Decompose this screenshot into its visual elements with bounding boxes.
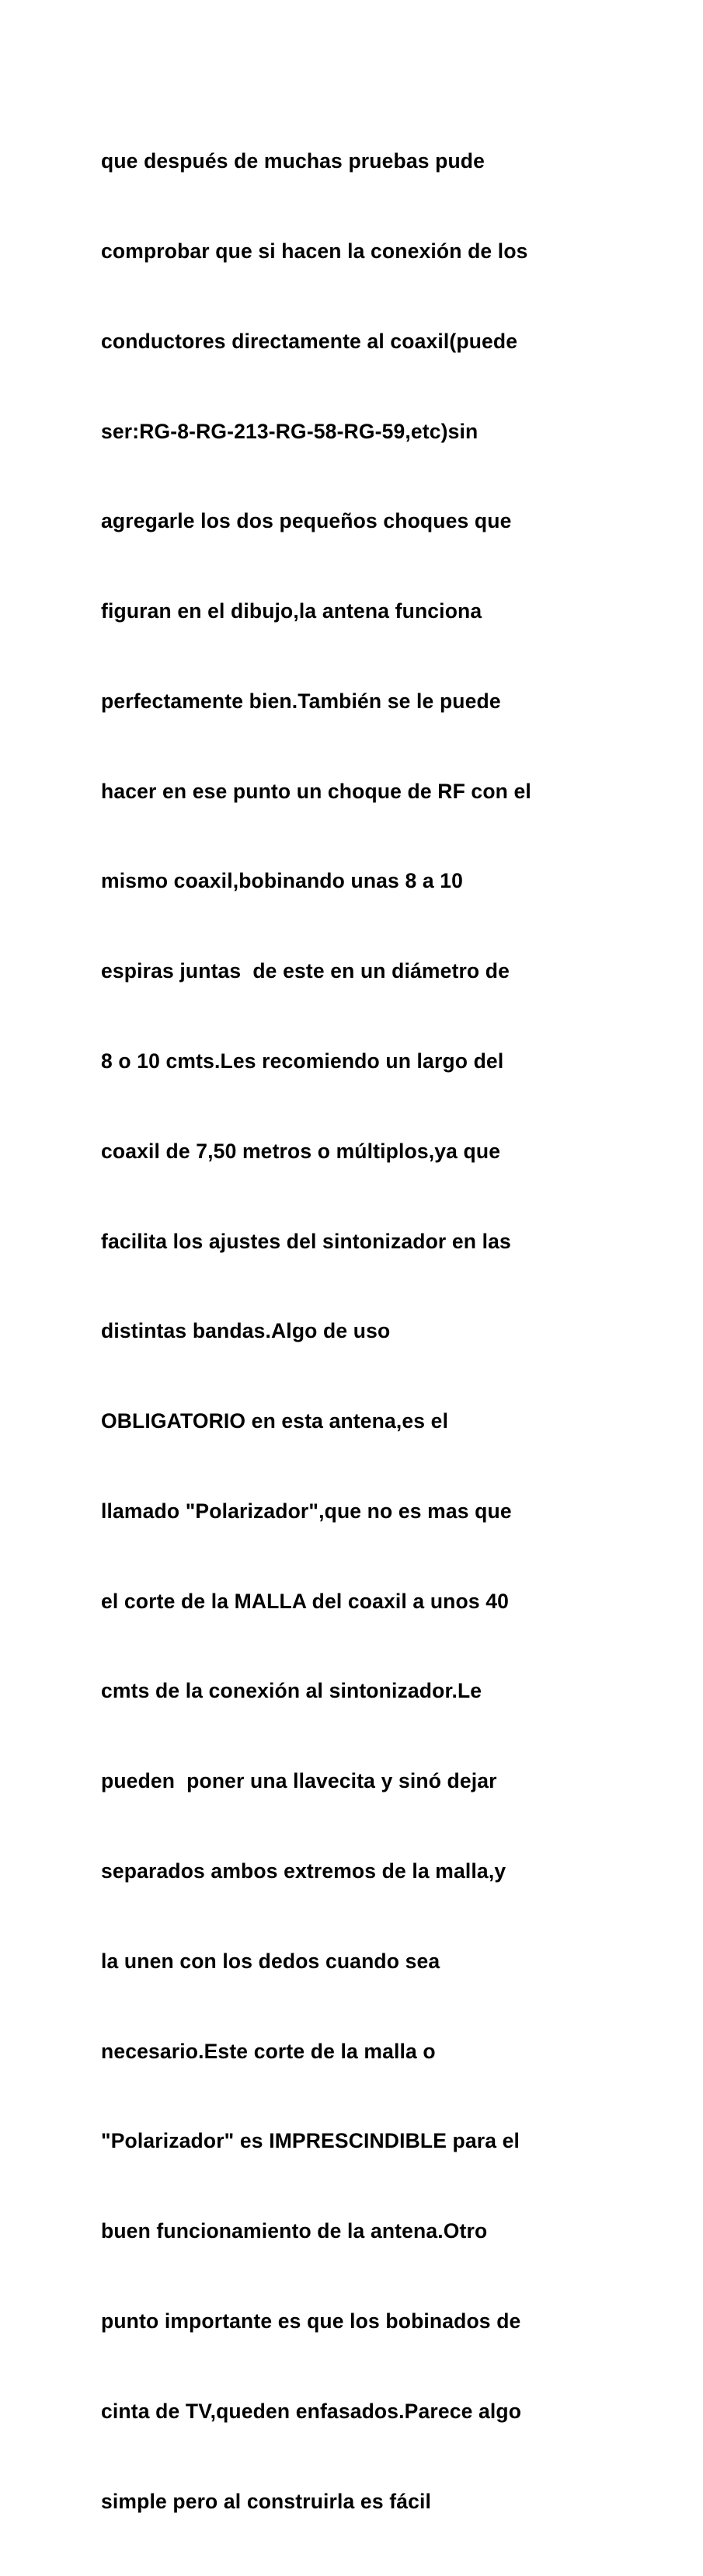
text-line-16: llamado "Polarizador",que no es mas que [101,1499,512,1523]
text-line-24: buen funcionamiento de la antena.Otro [101,2219,488,2243]
text-line-20: separados ambos extremos de la malla,y [101,1859,506,1883]
text-line-25: punto importante es que los bobinados de [101,2309,521,2333]
text-line-21: la unen con los dedos cuando sea [101,1949,440,1973]
text-line-10: espiras juntas de este en un diámetro de [101,959,510,983]
text-line-1: que después de muchas pruebas pude [101,149,485,173]
text-line-27: simple pero al construirla es fácil [101,2489,431,2513]
text-line-2: comprobar que si hacen la conexión de los [101,239,528,263]
text-line-4: ser:RG-8-RG-213-RG-58-RG-59,etc)sin [101,419,479,443]
text-line-14: distintas bandas.Algo de uso [101,1319,391,1343]
text-line-13: facilita los ajustes del sintonizador en las [101,1229,511,1253]
text-line-23: "Polarizador" es IMPRESCINDIBLE para el [101,2129,520,2153]
body-paragraph [101,86,645,2576]
text-line-11: 8 o 10 cmts.Les recomiendo un largo del [101,1049,504,1073]
text-line-26: cinta de TV,queden enfasados.Parece algo [101,2399,522,2423]
text-line-15: OBLIGATORIO en esta antena,es el [101,1409,449,1433]
text-line-22: necesario.Este corte de la malla o [101,2039,436,2063]
text-line-19: pueden poner una llavecita y sinó dejar [101,1769,497,1793]
text-line-5: agregarle los dos pequeños choques que [101,509,512,533]
text-line-8: hacer en ese punto un choque de RF con el [101,779,531,803]
text-line-18: cmts de la conexión al sintonizador.Le [101,1679,482,1703]
text-line-3: conductores directamente al coaxil(puede [101,329,518,353]
text-line-17: el corte de la MALLA del coaxil a unos 40 [101,1589,510,1613]
text-line-6: figuran en el dibujo,la antena funciona [101,599,482,623]
text-line-12: coaxil de 7,50 metros o múltiplos,ya que [101,1139,501,1163]
text-line-9: mismo coaxil,bobinando unas 8 a 10 [101,869,464,893]
text-line-7: perfectamente bien.También se le puede [101,689,501,713]
